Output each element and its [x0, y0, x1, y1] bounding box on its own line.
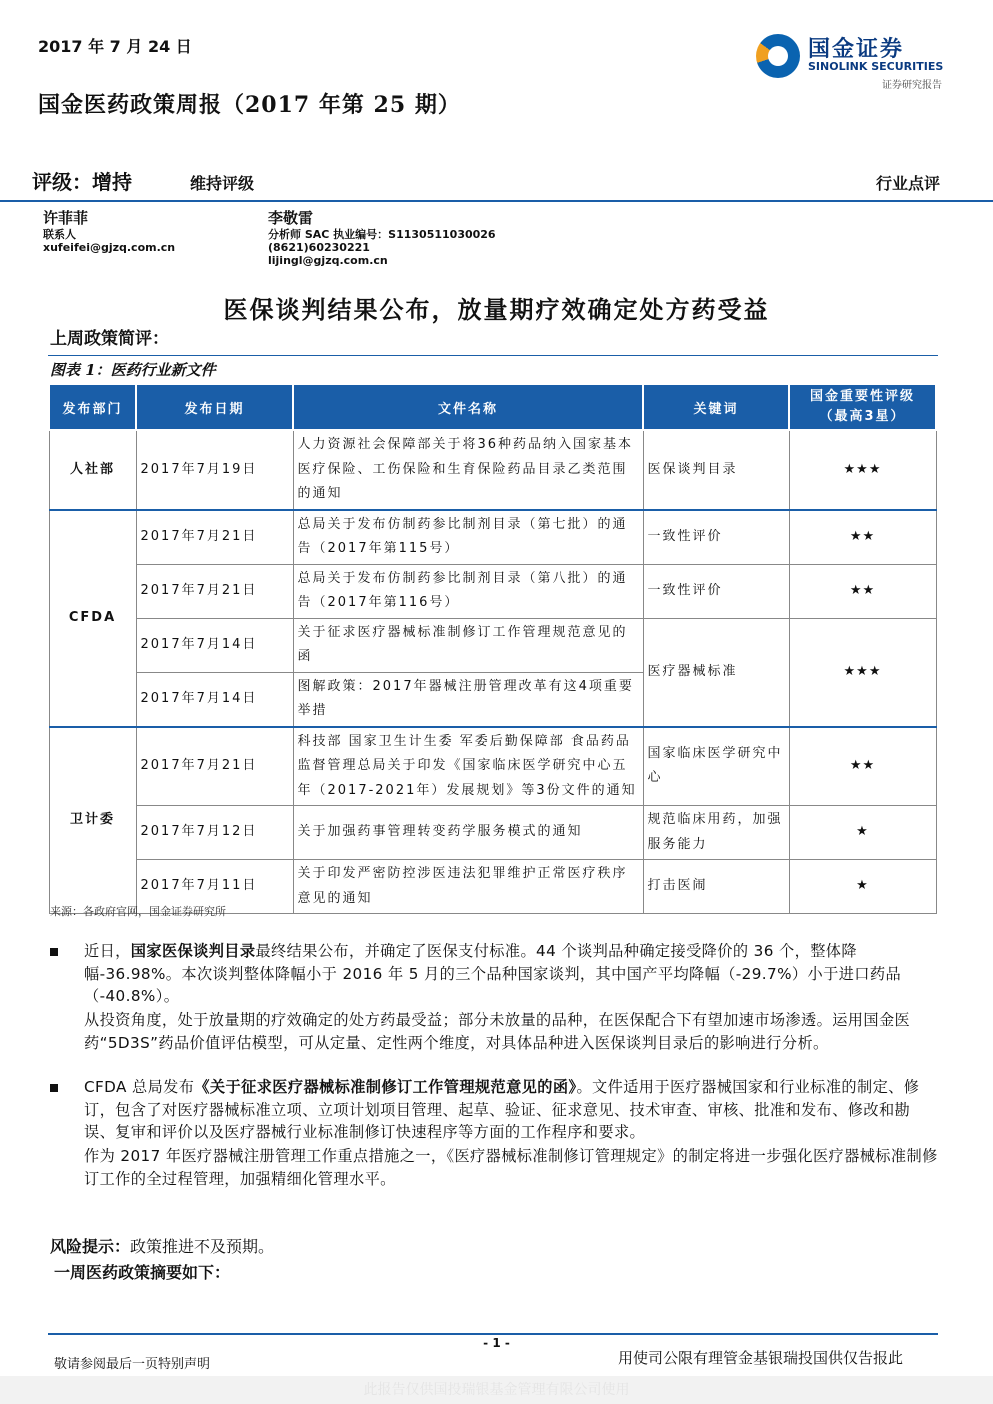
rating-row	[32, 166, 944, 196]
stars-cell: ★	[789, 806, 936, 860]
analyst-name: 李敬雷	[268, 209, 314, 227]
table-row	[49, 727, 936, 806]
keyword-cell: 医疗器械标准	[643, 618, 789, 727]
paragraph-text: 最终结果公布，并确定了医保支付标准。44 个谈判品种确定接受降价的 36 个，整体降幅-36.98%。本次谈判整体降幅小于 2016 年 5 月的三个品种国家谈判，其中国产平均降幅（-29.7%）小于进口药品（-40.8%）。	[84, 942, 902, 1006]
header-dept: 发布部门	[49, 384, 136, 430]
header-rating	[789, 384, 936, 430]
rating-label: 评级：增持	[32, 170, 132, 194]
highlight-text: 《关于征求医疗器械标准制修订工作管理规范意见的函》	[194, 1078, 577, 1096]
section-divider	[48, 355, 938, 356]
doc-cell: 总局关于发布仿制药参比制剂目录（第八批）的通告（2017年第116号）	[293, 564, 643, 618]
header-keyword: 关键词	[643, 384, 789, 430]
page-number: - 1 -	[483, 1336, 510, 1350]
logo-circle-icon	[756, 34, 800, 78]
stars-cell: ★★	[789, 510, 936, 565]
dept-cell: CFDA	[49, 510, 136, 727]
paragraph-cfda	[84, 1076, 940, 1144]
header-rating-line2: （最高3星）	[819, 409, 906, 424]
paragraph-text: 近日，	[84, 942, 131, 960]
footer-notice: 用使司公限有理管金基银瑞投国供仅告报此	[618, 1349, 904, 1367]
risk-label: 风险提示：	[50, 1237, 131, 1256]
date-cell: 2017年7月14日	[136, 672, 293, 727]
report-date: 2017 年 7 月 24 日	[38, 37, 192, 56]
dept-cell: 卫计委	[49, 727, 136, 914]
analyst-email[interactable]: lijingl@gjzq.com.cn	[268, 254, 388, 267]
risk-note	[50, 1234, 274, 1257]
report-title: 国金医药政策周报（2017 年第 25 期）	[38, 92, 461, 118]
table-header-row	[49, 384, 936, 430]
date-cell: 2017年7月19日	[136, 430, 293, 510]
analyst-license: 分析师 SAC 执业编号：S1130511030026	[268, 228, 496, 241]
keyword-cell: 一致性评价	[643, 510, 789, 565]
logo-name-en: SINOLINK SECURITIES	[808, 60, 944, 73]
header-divider	[0, 200, 993, 202]
analyst-phone: (8621)60230221	[268, 241, 370, 254]
policy-table	[48, 383, 937, 914]
stars-cell: ★	[789, 860, 936, 914]
main-title: 医保谈判结果公布，放量期疗效确定处方药受益	[223, 295, 770, 324]
keyword-cell: 打击医闹	[643, 860, 789, 914]
table-row	[49, 430, 936, 510]
table-row	[49, 564, 936, 618]
company-logo	[756, 30, 946, 92]
doc-cell: 关于加强药事管理转变药学服务模式的通知	[293, 806, 643, 860]
analyst-email[interactable]: xufeifei@gjzq.com.cn	[43, 241, 176, 254]
stars-cell: ★★	[789, 564, 936, 618]
doc-cell: 关于征求医疗器械标准制修订工作管理规范意见的函	[293, 618, 643, 672]
date-cell: 2017年7月21日	[136, 510, 293, 565]
paragraph-text: CFDA 总局发布	[84, 1078, 195, 1096]
keyword-cell: 国家临床医学研究中心	[643, 727, 789, 806]
analyst-role: 联系人	[43, 228, 76, 241]
analyst-card	[43, 208, 175, 254]
bullet-icon	[50, 948, 58, 956]
keyword-cell: 医保谈判目录	[643, 430, 789, 510]
analyst-name: 许菲菲	[43, 209, 89, 227]
stars-cell: ★★★	[789, 430, 936, 510]
paragraph-text: 。文件适用于医疗器械国家和行业标准的制定、修订，包含了对医疗器械标准立项、立项计划项目管理、起草、验证、征求意见、技术审查、审核、批准和发布、修改和勘误、复审和评价以及医疗器械行业标准制修订快速程序等方面的工作程序和要求。	[84, 1078, 920, 1142]
date-cell: 2017年7月12日	[136, 806, 293, 860]
report-category: 行业点评	[875, 174, 940, 193]
bullet-icon	[50, 1084, 58, 1092]
date-cell: 2017年7月21日	[136, 564, 293, 618]
date-cell: 2017年7月14日	[136, 618, 293, 672]
table-row	[49, 510, 936, 565]
paragraph-investment: 从投资角度，处于放量期的疗效确定的处方药最受益；部分未放量的品种，在医保配合下有望加速市场渗透。运用国金医药“5D3S”药品价值评估模型，可从定量、定性两个维度，对具体品种进入医保谈判目录后的影响进行分析。	[84, 1011, 911, 1052]
logo-subtitle: 证券研究报告	[882, 80, 942, 91]
stars-cell: ★★★	[789, 618, 936, 727]
stars-cell: ★★	[789, 727, 936, 806]
summary-heading: 一周医药政策摘要如下：	[54, 1263, 231, 1282]
footer-disclaimer: 敬请参阅最后一页特别声明	[54, 1357, 211, 1372]
watermark: 此报告仅供国投瑞银基金管理有限公司使用	[0, 1376, 993, 1404]
section-heading: 上周政策简评：	[50, 329, 169, 349]
analyst-card	[268, 208, 496, 267]
table-source: 来源：各政府官网，国金证券研究所	[50, 905, 226, 918]
doc-cell: 图解政策：2017年器械注册管理改革有这4项重要举措	[293, 672, 643, 727]
highlight-text: 国家医保谈判目录	[130, 942, 256, 960]
logo-name-cn: 国金证券	[808, 37, 905, 62]
table-row	[49, 806, 936, 860]
figure-label: 图表 1：医药行业新文件	[50, 361, 216, 379]
risk-text: 政策推进不及预期。	[130, 1237, 275, 1256]
keyword-cell: 一致性评价	[643, 564, 789, 618]
paragraph-insurance	[84, 940, 940, 1008]
date-cell: 2017年7月11日	[136, 860, 293, 914]
doc-cell: 关于印发严密防控涉医违法犯罪维护正常医疗秩序意见的通知	[293, 860, 643, 914]
footer-divider	[48, 1333, 938, 1335]
paragraph-device-standard: 作为 2017 年医疗器械注册管理工作重点措施之一，《医疗器械标准制修订管理规定》的制定将进一步强化医疗器械标准制修订工作的全过程管理，加强精细化管理水平。	[84, 1147, 938, 1188]
header-date: 发布日期	[136, 384, 293, 430]
header-doc: 文件名称	[293, 384, 643, 430]
keyword-cell: 规范临床用药，加强服务能力	[643, 806, 789, 860]
dept-cell: 人社部	[49, 430, 136, 510]
header-rating-line1: 国金重要性评级	[809, 389, 915, 404]
doc-cell: 人力资源社会保障部关于将36种药品纳入国家基本医疗保险、工伤保险和生育保险药品目录乙类范围的通知	[293, 430, 643, 510]
doc-cell: 总局关于发布仿制药参比制剂目录（第七批）的通告（2017年第115号）	[293, 510, 643, 565]
maintain-rating: 维持评级	[190, 174, 255, 193]
doc-cell: 科技部 国家卫生计生委 军委后勤保障部 食品药品监督管理总局关于印发《国家临床医学研究中心五年（2017-2021年）发展规划》等3份文件的通知	[293, 727, 643, 806]
table-row	[49, 618, 936, 672]
date-cell: 2017年7月21日	[136, 727, 293, 806]
